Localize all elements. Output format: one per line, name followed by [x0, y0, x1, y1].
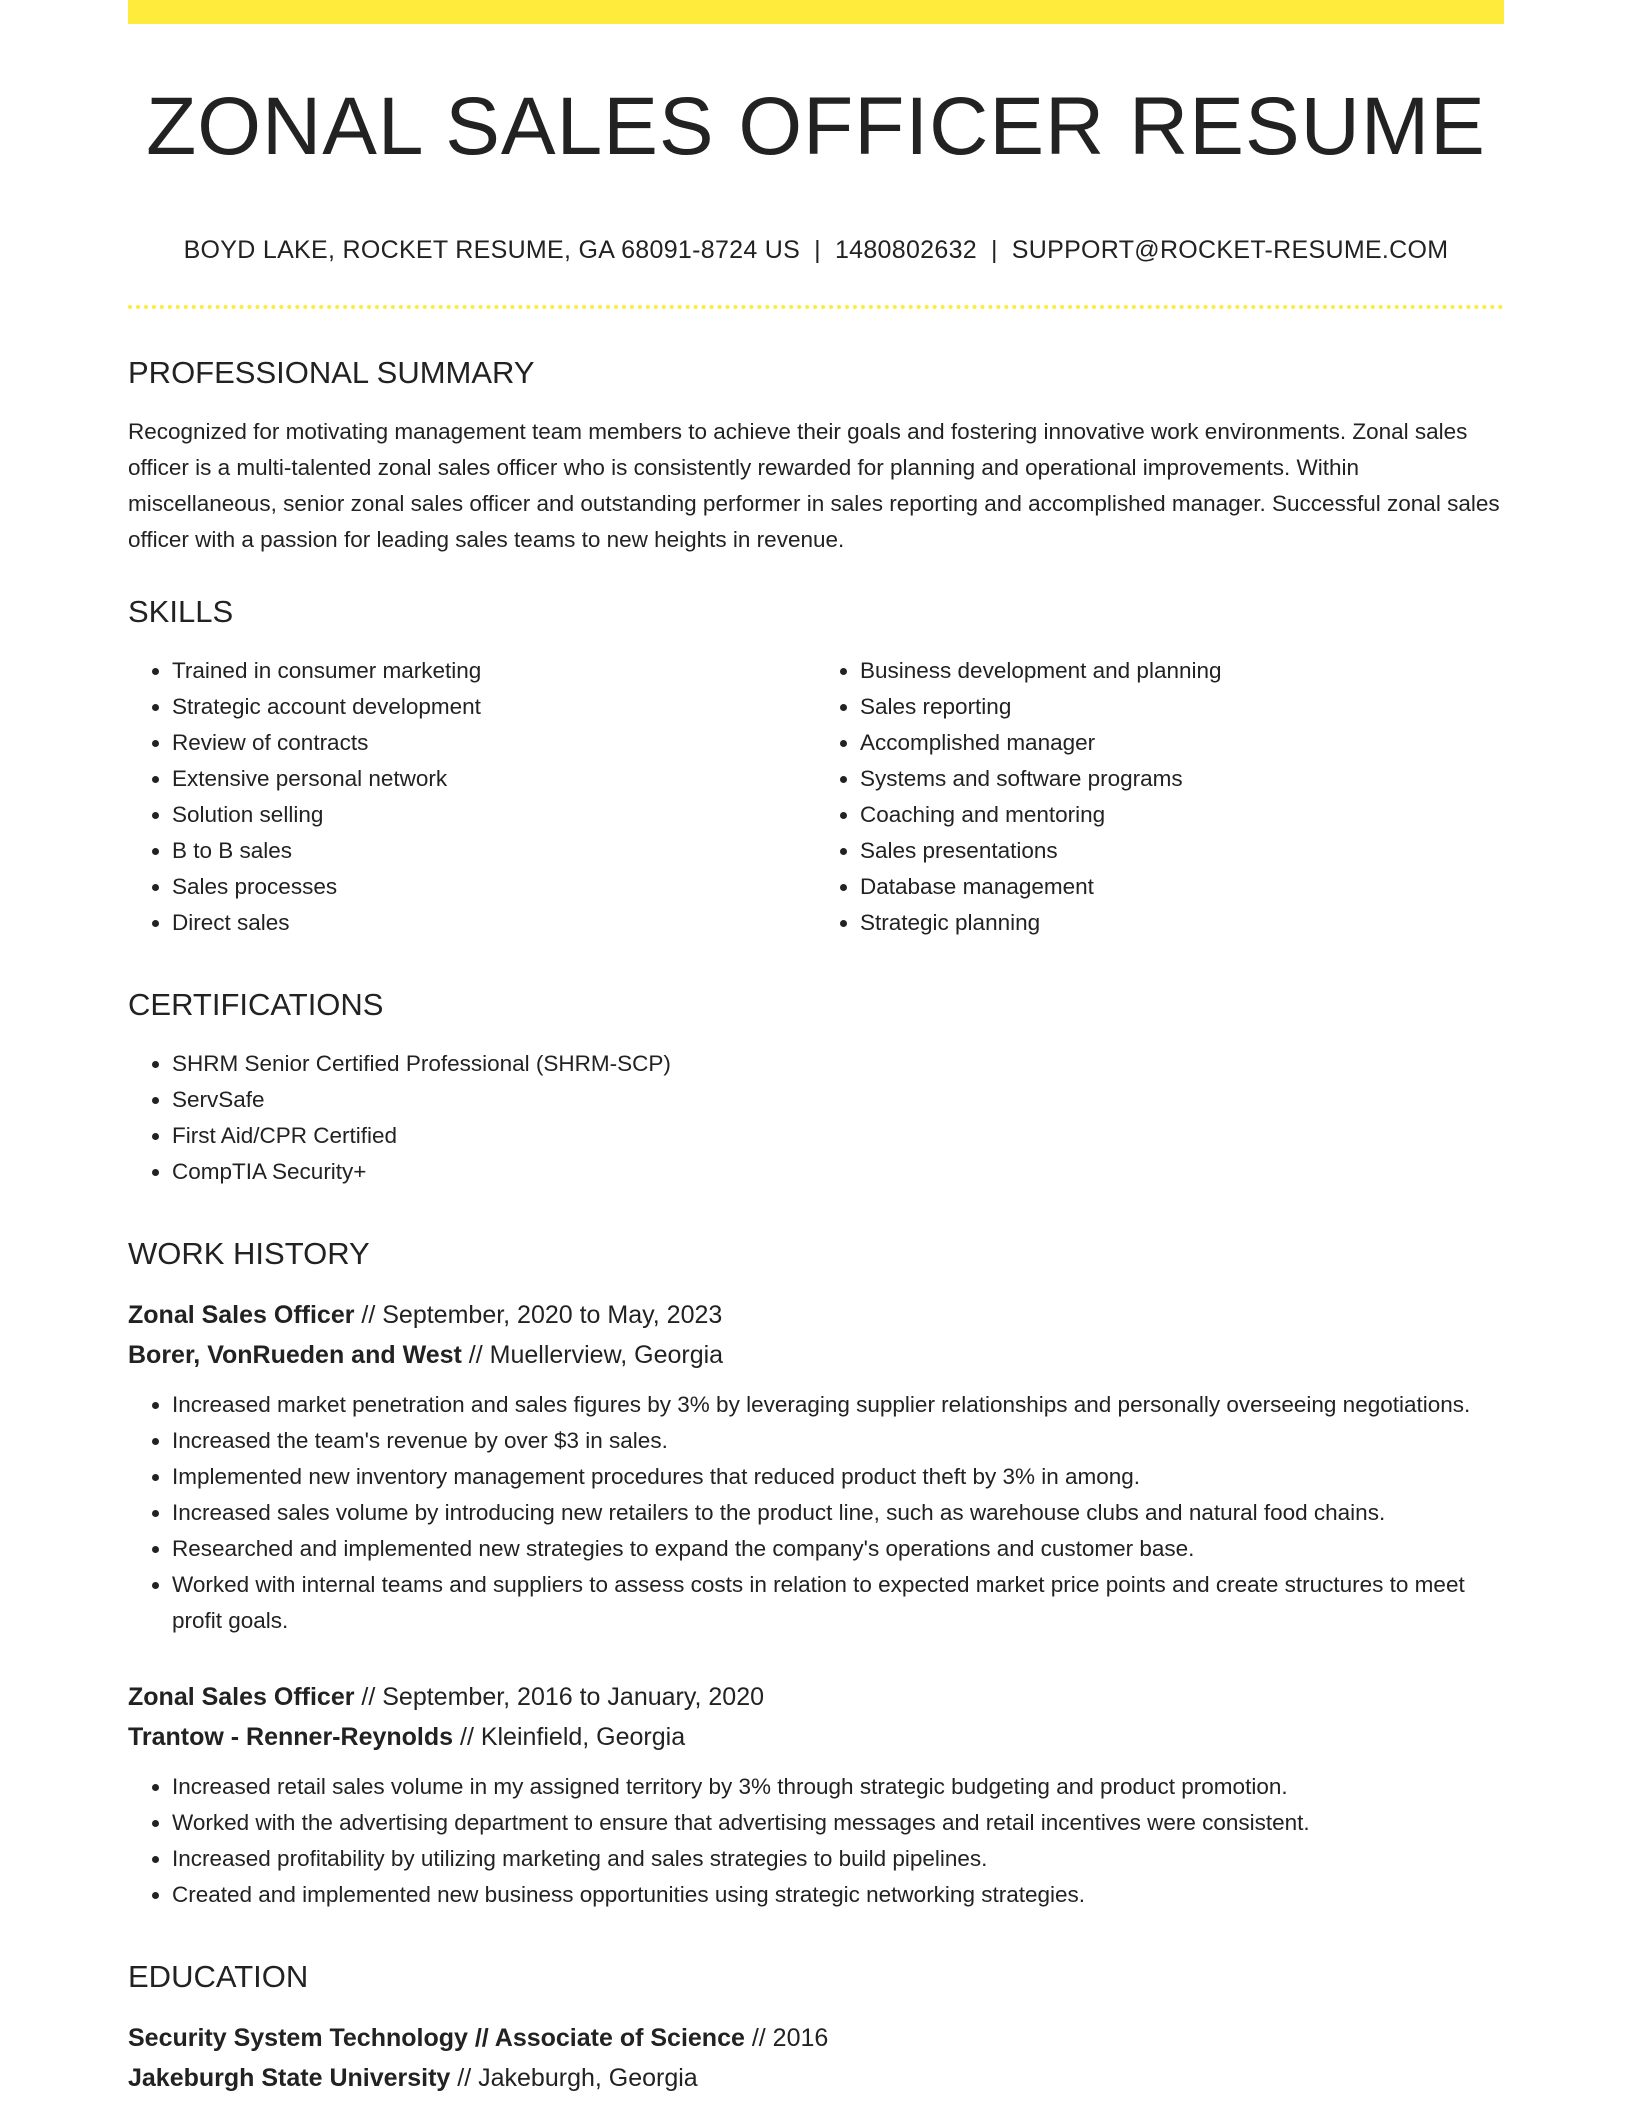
job-location: // Muellerview, Georgia	[461, 1341, 724, 1369]
skills-list-right	[816, 653, 1504, 941]
education-degree-line	[128, 2018, 1504, 2058]
education-year: // 2016	[744, 2024, 829, 2052]
contact-address: BOYD LAKE, ROCKET RESUME, GA 68091-8724 US	[183, 236, 801, 264]
job-bullet: • Implemented new inventory management procedures that reduced product theft by 3% in among.	[172, 1459, 1504, 1495]
job-bullet: • Increased profitability by utilizing marketing and sales strategies to build pipelines.	[172, 1841, 1504, 1877]
skill-item: • Strategic account development	[172, 689, 816, 725]
certification-item: • SHRM Senior Certified Professional (SHRM-SCP)	[172, 1046, 1504, 1082]
resume-title: ZONAL SALES OFFICER RESUME	[146, 81, 1486, 172]
job-company-line	[128, 1335, 1504, 1375]
accent-top-bar	[128, 0, 1504, 24]
skill-item: • B to B sales	[172, 833, 816, 869]
job-company: Trantow - Renner-Reynolds	[128, 1723, 454, 1751]
certification-item: • ServSafe	[172, 1082, 1504, 1118]
summary-heading: PROFESSIONAL SUMMARY	[128, 355, 535, 390]
skill-item: • Accomplished manager	[860, 725, 1504, 761]
job-company-line	[128, 1717, 1504, 1757]
job-bullet: • Researched and implemented new strategies to expand the company's operations and customer base.	[172, 1531, 1504, 1567]
education-location: // Jakeburgh, Georgia	[450, 2064, 698, 2092]
skill-item: • Direct sales	[172, 905, 816, 941]
skill-item: • Strategic planning	[860, 905, 1504, 941]
skill-item: • Sales presentations	[860, 833, 1504, 869]
contact-phone: 1480802632	[834, 236, 977, 264]
skill-item: • Systems and software programs	[860, 761, 1504, 797]
certification-item: • CompTIA Security+	[172, 1154, 1504, 1190]
job-bullets	[128, 1387, 1504, 1639]
skill-item: • Sales processes	[172, 869, 816, 905]
job-bullet: • Increased market penetration and sales figures by 3% by leveraging supplier relationships and personally overseeing negotiations.	[172, 1387, 1504, 1423]
job-title: Zonal Sales Officer	[128, 1301, 355, 1329]
skill-item: • Review of contracts	[172, 725, 816, 761]
summary-text: Recognized for motivating management team members to achieve their goals and fostering innovative work environments. Zonal sales officer is a multi-talented zonal sales officer who is consistently rewarded for planning and operational improvements. Within miscellaneous, senior zonal sales officer and outstanding performer in sales reporting and accomplished manager. Successful zonal sales officer with a passion for leading sales teams to new heights in revenue.	[128, 419, 1500, 552]
job-location: // Kleinfield, Georgia	[453, 1723, 686, 1751]
resume-page	[128, 0, 1504, 2098]
work-history-heading: WORK HISTORY	[128, 1236, 370, 1271]
certification-item: • First Aid/CPR Certified	[172, 1118, 1504, 1154]
contact-line	[128, 236, 1504, 265]
skill-item: • Sales reporting	[860, 689, 1504, 725]
job-dates: // September, 2020 to May, 2023	[354, 1301, 723, 1329]
skills-columns	[128, 653, 1504, 941]
job-bullet: • Created and implemented new business opportunities using strategic networking strategies.	[172, 1877, 1504, 1913]
skill-item: • Trained in consumer marketing	[172, 653, 816, 689]
job-bullet: • Worked with the advertising department to ensure that advertising messages and retail incentives were consistent.	[172, 1805, 1504, 1841]
job-bullet: • Increased sales volume by introducing new retailers to the product line, such as warehouse clubs and natural food chains.	[172, 1495, 1504, 1531]
job-entry	[128, 1677, 1504, 1913]
job-bullet: • Increased the team's revenue by over $3 in sales.	[172, 1423, 1504, 1459]
skill-item: • Solution selling	[172, 797, 816, 833]
education-heading: EDUCATION	[128, 1959, 309, 1994]
contact-email: SUPPORT@ROCKET-RESUME.COM	[1011, 236, 1449, 264]
contact-separator: |	[990, 236, 998, 264]
job-bullets	[128, 1769, 1504, 1913]
dotted-divider	[128, 305, 1504, 309]
skill-item: • Coaching and mentoring	[860, 797, 1504, 833]
education-school: Jakeburgh State University	[128, 2064, 451, 2092]
contact-separator: |	[814, 236, 821, 264]
skill-item: • Database management	[860, 869, 1504, 905]
job-title-line	[128, 1295, 1504, 1335]
skills-list-left	[128, 653, 816, 941]
job-title-line	[128, 1677, 1504, 1717]
job-dates: // September, 2016 to January, 2020	[354, 1683, 765, 1711]
education-degree: Security System Technology // Associate of Science	[128, 2024, 745, 2052]
skills-heading: SKILLS	[128, 594, 234, 629]
education-school-line	[128, 2058, 1504, 2098]
job-title: Zonal Sales Officer	[128, 1683, 355, 1711]
job-entry	[128, 1295, 1504, 1639]
skill-item: • Business development and planning	[860, 653, 1504, 689]
job-bullet: • Worked with internal teams and suppliers to assess costs in relation to expected market price points and create structures to meet profit goals.	[172, 1567, 1504, 1639]
certifications-list	[128, 1046, 1504, 1190]
job-bullet: • Increased retail sales volume in my assigned territory by 3% through strategic budgeting and product promotion.	[172, 1769, 1504, 1805]
certifications-heading: CERTIFICATIONS	[128, 987, 384, 1022]
job-company: Borer, VonRueden and West	[128, 1341, 462, 1369]
skill-item: • Extensive personal network	[172, 761, 816, 797]
